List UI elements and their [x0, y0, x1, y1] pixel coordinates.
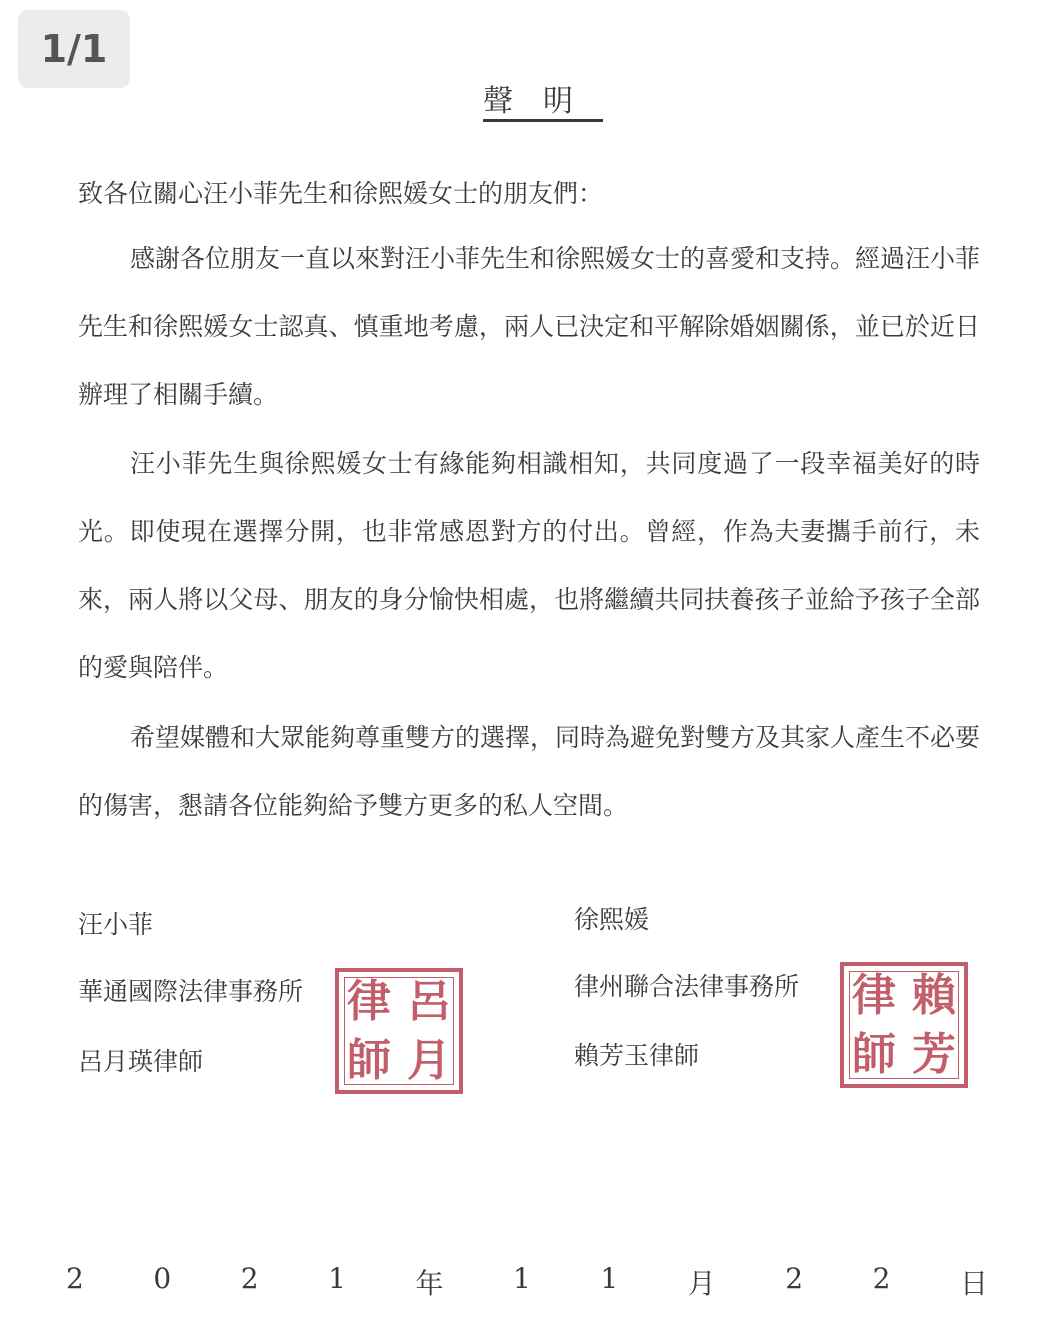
- salutation: 致各位關心汪小菲先生和徐熙媛女士的朋友們：: [78, 179, 604, 208]
- seal-char: 律: [347, 975, 391, 1027]
- paragraph-3: 希望媒體和大眾能夠尊重雙方的選擇，同時為避免對雙方及其家人產生不必要的傷害，懇請各位能夠給予雙方更多的私人空間。: [78, 723, 981, 820]
- seal-char: 月: [407, 1034, 451, 1086]
- document-date: [66, 1262, 988, 1302]
- date-char: 年: [415, 1267, 444, 1300]
- paragraph-1: 感謝各位朋友一直以來對汪小菲先生和徐熙媛女士的喜愛和支持。經過汪小菲先生和徐熙媛女士認真、慎重地考慮，兩人已決定和平解除婚姻關係，並已於近日辦理了相關手續。: [78, 244, 981, 409]
- date-char: 日: [959, 1267, 988, 1300]
- seal-char: 師: [852, 1028, 896, 1080]
- page-indicator: 1/1: [18, 10, 130, 88]
- paragraph-2: 汪小菲先生與徐熙媛女士有緣能夠相識相知，共同度過了一段幸福美好的時光。即使現在選擇分開，也非常感恩對方的付出。曾經，作為夫妻攜手前行，未來，兩人將以父母、朋友的身分愉快相處，也將繼續共同扶養孩子並給予孩子全部的愛與陪伴。: [78, 449, 980, 682]
- date-char: 1: [512, 1262, 531, 1295]
- date-char: 2: [240, 1262, 259, 1295]
- left-signatory-name: 汪小菲: [78, 910, 154, 939]
- seal-char: 律: [852, 969, 896, 1021]
- date-char: 1: [600, 1262, 619, 1295]
- left-law-firm: 華通國際法律事務所: [78, 977, 304, 1006]
- right-signatory-name: 徐熙媛: [574, 905, 650, 934]
- document-title: 聲明: [483, 84, 603, 119]
- date-char: 2: [785, 1262, 804, 1295]
- right-lawyer-seal: [840, 962, 968, 1088]
- seal-char: 師: [347, 1034, 391, 1086]
- seal-char: 芳: [912, 1028, 956, 1080]
- date-char: 0: [153, 1262, 172, 1295]
- seal-char: 賴: [912, 969, 956, 1021]
- date-char: 月: [687, 1267, 716, 1300]
- right-lawyer-name: 賴芳玉律師: [574, 1041, 700, 1070]
- seal-char: 呂: [407, 975, 451, 1027]
- date-char: 1: [328, 1262, 346, 1295]
- left-lawyer-seal: [335, 968, 463, 1094]
- left-lawyer-name: 呂月瑛律師: [78, 1047, 204, 1076]
- date-char: 2: [66, 1262, 84, 1295]
- date-char: 2: [872, 1262, 891, 1295]
- right-law-firm: 律州聯合法律事務所: [574, 972, 800, 1001]
